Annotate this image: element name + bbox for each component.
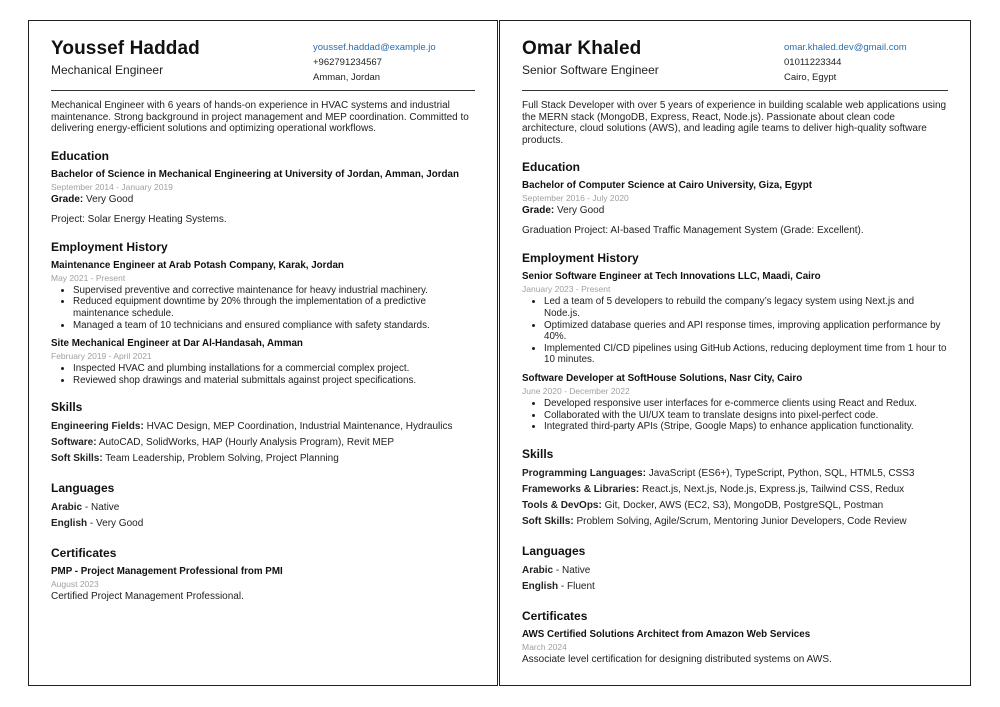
- education-grade: [522, 204, 948, 218]
- certificate-date: August 2023: [51, 579, 99, 590]
- grade-value: Very Good: [557, 205, 605, 217]
- job-entry-dates: May 2021 - Present: [51, 272, 126, 283]
- language-line: [522, 579, 948, 595]
- certificates-heading: Certificates: [522, 608, 588, 623]
- language-level: - Native: [553, 564, 591, 576]
- job-bullet: • Inspected HVAC and plumbing installations for a commercial complex project.: [73, 363, 475, 375]
- education-project: Graduation Project: AI-based Traffic Management System (Grade: Excellent).: [522, 225, 864, 237]
- email-link[interactable]: youssef.haddad@example.jo: [313, 42, 436, 53]
- job-bullets: [522, 296, 948, 366]
- certificate-date: March 2024: [522, 641, 567, 652]
- resume-page-left: [28, 20, 498, 686]
- skill-label: Software:: [51, 437, 97, 449]
- certificate-desc: Certified Project Management Professional.: [51, 591, 244, 603]
- education-heading: Education: [522, 160, 581, 175]
- job-entry-title: Senior Software Engineer at Tech Innovations LLC, Maadi, Cairo: [522, 271, 821, 283]
- resume-page-right: [499, 20, 971, 686]
- skill-label: Tools & DevOps:: [522, 499, 602, 511]
- job-bullets: [522, 398, 948, 433]
- skill-line: [522, 514, 948, 530]
- skill-line: [522, 482, 948, 498]
- education-degree: Bachelor of Computer Science at Cairo University, Giza, Egypt: [522, 180, 812, 192]
- skill-label: Soft Skills:: [51, 453, 103, 465]
- language-name: English: [51, 518, 88, 530]
- resume-header: [522, 38, 948, 91]
- job-bullet: • Reviewed shop drawings and material submittals against project specifications.: [73, 375, 475, 387]
- job-entry-title: Maintenance Engineer at Arab Potash Company, Karak, Jordan: [51, 259, 344, 271]
- language-line: [522, 563, 948, 579]
- language-name: Arabic: [51, 502, 83, 514]
- skill-line: [51, 419, 475, 435]
- employment-heading: Employment History: [51, 239, 168, 254]
- languages-heading: Languages: [522, 543, 586, 558]
- certificate-title: AWS Certified Solutions Architect from Amazon Web Services: [522, 628, 811, 640]
- language-line: [51, 516, 475, 532]
- location: Cairo, Egypt: [784, 72, 837, 83]
- summary-text: Full Stack Developer with over 5 years of experience in building scalable web applications using the MERN stack (MongoDB, Express, React, Node.js). Passionate about clean code architecture, cloud solutions (AWS), and leading agile teams to deliver high-quality software products.: [522, 100, 947, 146]
- skill-value: HVAC Design, MEP Coordination, Industrial Maintenance, Hydraulics: [146, 421, 453, 433]
- job-bullet: • Integrated third-party APIs (Stripe, Google Maps) to enhance application functionality.: [544, 421, 948, 433]
- skills-heading: Skills: [522, 446, 554, 461]
- job-bullet: • Optimized database queries and API response times, improving application performance by 40%.: [544, 320, 948, 343]
- language-level: - Native: [82, 502, 120, 514]
- phone-number: +962791234567: [313, 57, 382, 68]
- candidate-name: Youssef Haddad: [51, 38, 200, 59]
- language-name: Arabic: [522, 564, 554, 576]
- contact-info: [784, 40, 907, 85]
- employment-heading: Employment History: [522, 251, 639, 266]
- education-grade: [51, 193, 475, 207]
- skill-line: [51, 435, 475, 451]
- skill-value: Git, Docker, AWS (EC2, S3), MongoDB, PostgreSQL, Postman: [604, 499, 884, 511]
- job-bullet: • Collaborated with the UI/UX team to translate designs into pixel-perfect code.: [544, 410, 948, 422]
- skill-value: React.js, Next.js, Node.js, Express.js, Tailwind CSS, Redux: [642, 483, 905, 495]
- skill-label: Engineering Fields:: [51, 421, 144, 433]
- grade-label: Grade:: [522, 205, 555, 217]
- job-bullets: [51, 285, 475, 331]
- grade-value: Very Good: [86, 193, 134, 205]
- skill-value: AutoCAD, SolidWorks, HAP (Hourly Analysis Program), Revit MEP: [98, 437, 395, 449]
- job-entry-dates: February 2019 - April 2021: [51, 351, 152, 362]
- language-line: [51, 500, 475, 516]
- skills-heading: Skills: [51, 400, 83, 415]
- education-dates: September 2016 - July 2020: [522, 193, 629, 204]
- email-link[interactable]: omar.khaled.dev@gmail.com: [784, 42, 907, 53]
- skill-label: Programming Languages:: [522, 467, 646, 479]
- education-degree: Bachelor of Science in Mechanical Engineering at University of Jordan, Amman, Jordan: [51, 168, 459, 180]
- skill-line: [522, 498, 948, 514]
- job-bullet: • Supervised preventive and corrective maintenance for heavy industrial machinery.: [73, 285, 475, 297]
- resume-header: [51, 38, 475, 91]
- education-heading: Education: [51, 148, 110, 163]
- job-entry-title: Site Mechanical Engineer at Dar Al-Handasah, Amman: [51, 338, 303, 350]
- skill-value: Problem Solving, Agile/Scrum, Mentoring Junior Developers, Code Review: [576, 515, 907, 527]
- skill-line: [522, 466, 948, 482]
- language-level: - Very Good: [87, 518, 144, 530]
- phone-number: 01011223344: [784, 57, 842, 68]
- job-bullet: • Led a team of 5 developers to rebuild the company’s legacy system using Next.js and Node.js.: [544, 296, 948, 319]
- job-entry-title: Software Developer at SoftHouse Solutions, Nasr City, Cairo: [522, 372, 803, 384]
- job-bullet: • Developed responsive user interfaces for e-commerce clients using React and Redux.: [544, 398, 948, 410]
- job-title: Senior Software Engineer: [522, 63, 659, 77]
- skill-label: Soft Skills:: [522, 515, 574, 527]
- job-bullet: • Implemented CI/CD pipelines using GitHub Actions, reducing deployment time from 1 hour to 10 minutes.: [544, 343, 948, 366]
- job-bullet: • Reduced equipment downtime by 20% through the implementation of a predictive maintenance schedule.: [73, 296, 475, 319]
- job-entry-dates: January 2023 - Present: [522, 284, 611, 295]
- candidate-name: Omar Khaled: [522, 38, 642, 59]
- skill-line: [51, 451, 475, 467]
- education-project: Project: Solar Energy Heating Systems.: [51, 213, 227, 225]
- skill-value: Team Leadership, Problem Solving, Project Planning: [105, 453, 339, 465]
- education-dates: September 2014 - January 2019: [51, 181, 173, 192]
- language-name: English: [522, 580, 559, 592]
- job-bullets: [51, 363, 475, 386]
- summary-text: Mechanical Engineer with 6 years of hands-on experience in HVAC systems and industrial maintenance. Strong background in project management and MEP coordination. Committed to delivering energy-efficient solutions and optimizing operational workflows.: [51, 100, 469, 135]
- skill-label: Frameworks & Libraries:: [522, 483, 640, 495]
- grade-label: Grade:: [51, 193, 84, 205]
- skill-value: JavaScript (ES6+), TypeScript, Python, SQL, HTML5, CSS3: [648, 467, 915, 479]
- certificates-heading: Certificates: [51, 546, 117, 561]
- location: Amman, Jordan: [313, 72, 381, 83]
- job-title: Mechanical Engineer: [51, 63, 164, 77]
- certificate-title: PMP - Project Management Professional from PMI: [51, 566, 283, 578]
- contact-info: [313, 40, 436, 85]
- certificate-desc: Associate level certification for designing distributed systems on AWS.: [522, 653, 832, 665]
- job-bullet: • Managed a team of 10 technicians and ensured compliance with safety standards.: [73, 320, 475, 332]
- job-entry-dates: June 2020 - December 2022: [522, 385, 630, 396]
- language-level: - Fluent: [558, 580, 595, 592]
- languages-heading: Languages: [51, 481, 115, 496]
